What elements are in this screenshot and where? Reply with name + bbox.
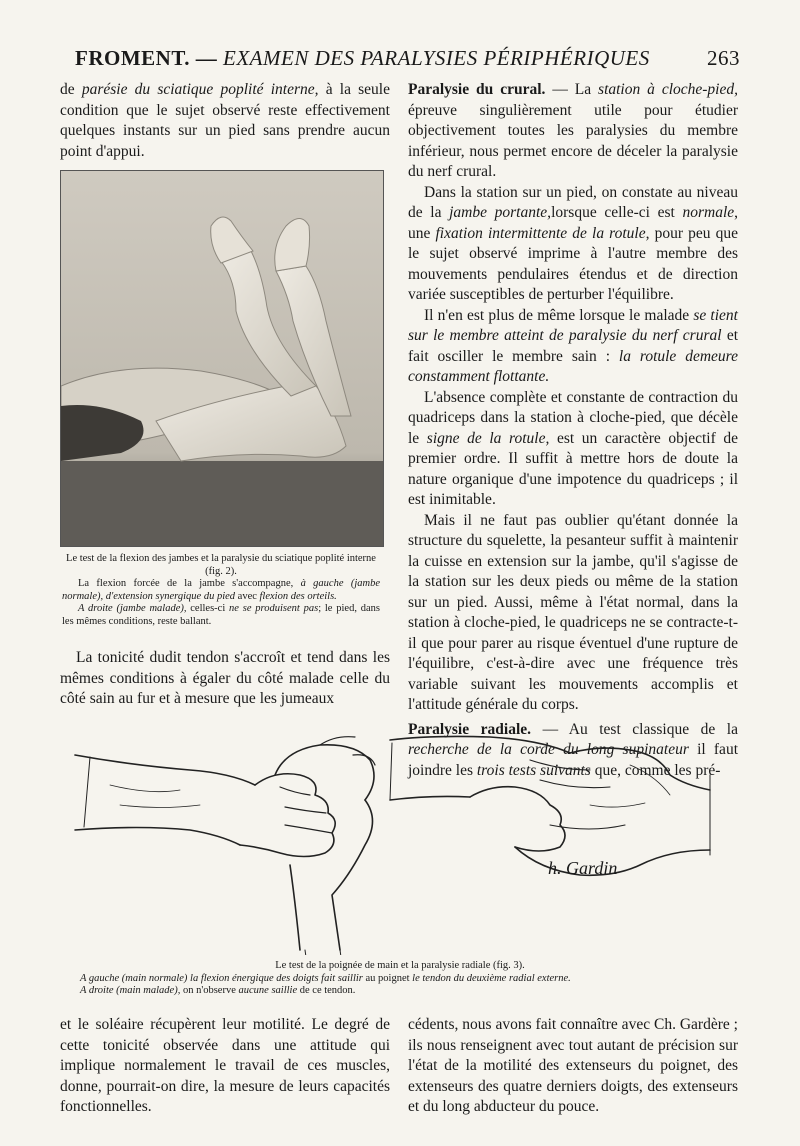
header-author: FROMENT. — xyxy=(75,46,218,70)
right-column xyxy=(408,80,738,781)
text-span: avec xyxy=(235,590,260,602)
crural-paragraph xyxy=(408,80,738,183)
page-number: 263 xyxy=(707,46,740,70)
italic-span: A droite (main malade), xyxy=(80,985,181,996)
italic-span: fixation intermittente de la rotule, xyxy=(435,224,650,242)
italic-span: jambe portante, xyxy=(449,204,552,221)
text-span: lorsque celle-ci est xyxy=(551,204,683,221)
bottom-right-block xyxy=(408,1015,738,1118)
figure-2-caption-title: Le test de la flexion des jambes et la paralysie du sciatique poplité interne (fig. 2). xyxy=(66,553,376,577)
italic-span: se tient sur le membre atteint de paralysie du nerf crural xyxy=(408,306,738,344)
figure-2-note-right xyxy=(62,603,380,628)
text-span: ; le pied, dans les mêmes conditions, reste ballant. xyxy=(62,603,380,627)
text-span: que, comme les pré- xyxy=(590,761,721,779)
italic-span: station à cloche-pied, xyxy=(598,81,738,98)
italic-span: à gauche (jambe normale), d'extension synergique du pied xyxy=(62,578,380,602)
italic-span: aucune saillie xyxy=(238,985,298,996)
patella-sign-paragraph xyxy=(408,388,738,511)
legs-flexion-illustration xyxy=(61,171,383,546)
illustrator-signature: h. Gardin xyxy=(548,858,618,878)
section-heading-radial: Paralysie radiale. xyxy=(408,720,532,738)
italic-span: signe de la rotule, xyxy=(426,429,550,447)
text-span: épreuve singulièrement utile pour étudier objectivement toutes les paralysies du membre inférieur, nous permet encore de déceler la paralysie du nerf crural. xyxy=(408,101,738,180)
tonicity-paragraph: La tonicité dudit tendon s'accroît et tend dans les mêmes conditions à égaler du côté malade celle du côté sain au fur et à mesure que les jumeaux xyxy=(60,649,390,707)
section-heading-crural: Paralysie du crural. xyxy=(408,81,546,98)
italic-span: parésie du sciatique poplité interne, xyxy=(81,81,319,98)
text-span: à la seule condition que le sujet observé reste effectivement quelques instants sur un pied sans prendre aucun point d'appui. xyxy=(60,81,390,160)
text-span: Il n'en est plus de même lorsque le malade xyxy=(424,306,694,324)
header-title: EXAMEN DES PARALYSIES PÉRIPHÉRIQUES xyxy=(223,46,650,70)
text-span: il faut joindre les xyxy=(408,741,738,779)
figure-2-caption xyxy=(62,553,380,628)
figure-3-caption-right xyxy=(60,985,740,998)
text-span: on n'observe xyxy=(180,985,239,996)
italic-span: la rotule demeure constamment flottante. xyxy=(408,347,738,385)
figure-2-note-left xyxy=(62,578,380,603)
text-span: est un caractère objectif de premier ordre. Il suffit à mettre hors de doute la nature organique d'une impotence du quadriceps ; il est inimitable. xyxy=(408,429,738,508)
figure-2-photo xyxy=(60,170,384,547)
figure-3-caption-title: Le test de la poignée de main et la paralysie radiale (fig. 3). xyxy=(275,960,525,971)
italic-span: le tendon du deuxième radial externe. xyxy=(412,972,571,984)
text-span: — Au test classique de la xyxy=(531,720,738,738)
text-span: de ce tendon. xyxy=(297,985,356,996)
text-span: L'absence complète et constante de contraction du quadriceps dans la station à cloche-pied, que décèle le xyxy=(408,388,738,447)
text-span: pour peu que le sujet observé imprime à l'autre membre des mouvements pendulaires étendus et de direction variée susceptibles de perturber l'équilibre. xyxy=(408,224,738,303)
fixation-paragraph xyxy=(408,183,738,306)
floating-patella-paragraph xyxy=(408,306,738,388)
left-middle-block xyxy=(60,648,390,710)
text-span: , une xyxy=(408,204,739,242)
bottom-left-paragraph: et le soléaire récupèrent leur motilité. Le degré de cette tonicité observée dans une attitude qui implique normalement le travail de ces muscles, donne, pourrait-on dire, la mesure de leurs capacités fonctionnelles. xyxy=(60,1016,390,1115)
bottom-left-block xyxy=(60,1015,390,1118)
italic-span: A droite (jambe malade), xyxy=(78,603,187,614)
italic-span: flexion des orteils. xyxy=(259,590,337,602)
skeleton-paragraph: Mais il ne faut pas oublier qu'étant donnée la structure du squelette, la pesanteur suffit à maintenir la cuisse en extension sur la jambe, qu'il s'agisse de la station sur les deux pieds ou même de la station sur un pied. Aussi, même à l'état normal, dans la station à cloche-pied, le quadriceps ne se contracte-t-il que pour parer au risque éventuel d'une rupture de l'équilibre, c'est-à-dire avec une fréquence très variable suivant les mouvements accomplis et l'attitude générale du corps. xyxy=(408,511,738,713)
text-span: au poignet xyxy=(362,972,413,984)
italic-span: A gauche (main normale) la flexion énergique des doigts fait saillir xyxy=(80,972,363,984)
running-header xyxy=(75,46,740,76)
left-intro-paragraph xyxy=(60,80,390,162)
italic-span: ne se produisent pas xyxy=(229,603,319,614)
italic-span: trois tests suivants xyxy=(476,761,591,779)
handshake-illustration xyxy=(70,725,740,955)
italic-span: recherche de la corde du long supinateur xyxy=(408,741,689,758)
left-intro-block xyxy=(60,80,390,162)
text-span: Dans la station sur un pied, on constate au niveau de la xyxy=(408,183,738,221)
text-span: et fait osciller le membre sain : xyxy=(408,327,739,365)
figure-3-handshake-drawing xyxy=(70,725,740,955)
figure-3-caption xyxy=(60,960,740,998)
bottom-right-paragraph: cédents, nous avons fait connaître avec Ch. Gardère ; ils nous renseignent avec tout autant de précision sur l'état de la motilité des extenseurs du poignet, des extenseurs des quatre derniers doigts, des extenseurs et du long abducteur du pouce. xyxy=(408,1016,738,1115)
italic-span: normale xyxy=(682,204,735,221)
figure-3-caption-left xyxy=(60,973,740,986)
text-span: — La xyxy=(545,81,599,98)
text-span: de xyxy=(60,81,82,98)
text-span: La flexion forcée de la jambe s'accompagne, xyxy=(78,578,301,589)
text-span: celles-ci xyxy=(186,603,230,614)
